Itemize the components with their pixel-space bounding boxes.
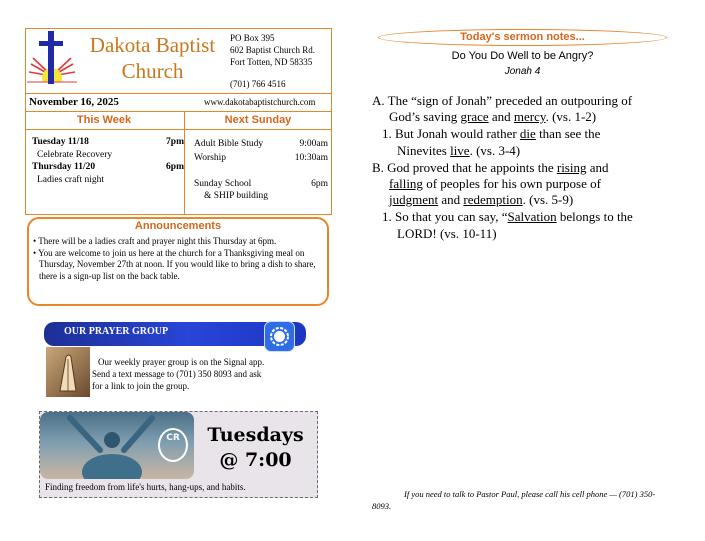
- announcement-text: There will be a ladies craft and prayer night this Thursday at 6pm.: [38, 236, 277, 246]
- fill-in-blank: mercy: [513, 109, 546, 124]
- announcement-item: • You are welcome to join us here at the church for a Thanksgiving meal on Thursday, November 27th at noon. If you would like to bring a dish to share, there is a sign-up list on the back table.: [33, 247, 316, 281]
- sermon-point-cont: [389, 192, 573, 208]
- church-name: Dakota Baptist Church: [89, 33, 216, 83]
- event-desc: Ladies craft night: [37, 175, 105, 185]
- sermon-subpoint-cont: [397, 143, 520, 159]
- signal-app-icon: [264, 321, 295, 352]
- note-text: and: [438, 192, 464, 207]
- bulletin-date: November 16, 2025: [29, 96, 119, 108]
- this-week-heading: This Week: [76, 114, 132, 126]
- cr-time: @ 7:00: [219, 449, 292, 471]
- event-desc: Celebrate Recovery: [37, 150, 113, 160]
- address-line: Fort Totten, ND 58335: [230, 57, 313, 67]
- fill-in-blank: Salvation: [507, 209, 557, 224]
- note-text: 1. So that you can say, “: [382, 209, 508, 224]
- sermon-subpoint-cont: LORD! (vs. 10-11): [397, 226, 497, 241]
- note-text: . (vs. 1-2): [545, 109, 597, 124]
- announcements-list: [33, 236, 325, 282]
- sunday-event-time: 9:00am: [299, 139, 328, 149]
- pastor-contact-note: If you need to talk to Pastor Paul, please call his cell phone — (701) 350-8093.: [372, 489, 656, 511]
- celebrate-recovery-tagline: Finding freedom from life's hurts, hang-ups, and habits.: [45, 482, 246, 492]
- note-text: Ninevites: [397, 143, 451, 158]
- note-text: and: [488, 109, 514, 124]
- sunday-event-name: Adult Bible Study: [194, 139, 264, 149]
- schedule-column-divider: [184, 111, 185, 215]
- event-time: 7pm: [166, 137, 184, 147]
- church-phone: (701) 766 4516: [230, 79, 286, 89]
- cr-day: Tuesdays: [207, 424, 304, 446]
- address-line: 602 Baptist Church Rd.: [230, 45, 315, 55]
- note-text: than see the: [535, 126, 601, 141]
- schedule-header-row: [25, 111, 332, 130]
- sermon-heading: Today's sermon notes...: [460, 31, 585, 43]
- note-text: of peoples for his own purpose of: [422, 176, 601, 191]
- event-day: Thursday 11/20: [32, 162, 96, 172]
- prayer-group-title: OUR PRAYER GROUP: [64, 326, 169, 337]
- sermon-subpoint: [382, 126, 600, 142]
- sermon-point-cont: [389, 109, 596, 125]
- sunday-event-time: 6pm: [311, 179, 328, 189]
- sunday-event-time: 10:30am: [294, 153, 328, 163]
- fill-in-blank: rising: [556, 160, 587, 175]
- sermon-point-cont: [389, 176, 601, 192]
- celebrate-recovery-schedule: [198, 423, 313, 473]
- event-day: Tuesday 11/18: [32, 137, 89, 147]
- celebrate-recovery-logo: CR: [158, 428, 188, 462]
- sermon-point: [372, 160, 609, 176]
- note-text: belongs to the: [556, 209, 633, 224]
- fill-in-blank: redemption: [463, 192, 523, 207]
- prayer-line: for a link to join the group.: [92, 381, 190, 391]
- announcement-text: You are welcome to join us here at the church for a Thanksgiving meal on Thursday, November 27th at noon. If you would like to bring a dish to share, there is a sign-up list on the back table.: [38, 247, 316, 281]
- church-website: www.dakotabaptistchurch.com: [204, 97, 316, 107]
- fill-in-blank: judgment: [389, 192, 439, 207]
- address-line: PO Box 395: [230, 33, 275, 43]
- prayer-group-text: [92, 356, 310, 392]
- fill-in-blank: grace: [460, 109, 489, 124]
- event-time: 6pm: [166, 162, 184, 172]
- sunday-event-sub: & SHIP building: [204, 191, 269, 201]
- fill-in-blank: die: [519, 126, 536, 141]
- next-sunday-heading: Next Sunday: [224, 114, 292, 126]
- note-text: . (vs. 3-4): [469, 143, 521, 158]
- announcements-title: Announcements: [134, 220, 222, 232]
- note-text: and: [586, 160, 609, 175]
- church-address: [230, 32, 332, 68]
- prayer-line: Our weekly prayer group is on the Signal app.: [98, 357, 265, 367]
- praying-hands-icon: [46, 347, 90, 397]
- fill-in-blank: falling: [389, 176, 423, 191]
- church-cross-logo: [27, 30, 77, 92]
- fill-in-blank: live: [450, 143, 470, 158]
- note-text: God’s saving: [389, 109, 461, 124]
- announcement-item: • There will be a ladies craft and prayer night this Thursday at 6pm.: [33, 236, 277, 246]
- sermon-subpoint: [382, 209, 633, 225]
- sunday-event-name: Sunday School: [194, 179, 252, 189]
- note-text: 1. But Jonah would rather: [382, 126, 520, 141]
- prayer-line: Send a text message to (701) 350 8093 and ask: [92, 369, 262, 379]
- note-text: B. God proved that he appoints the: [372, 160, 557, 175]
- sermon-title: Do You Do Well to be Angry?: [451, 50, 594, 62]
- sermon-reference: Jonah 4: [504, 66, 541, 77]
- sermon-point: A. The “sign of Jonah” preceded an outpouring of: [372, 93, 633, 108]
- header-divider: [25, 93, 332, 94]
- note-text: . (vs. 5-9): [522, 192, 574, 207]
- sunday-event-name: Worship: [194, 153, 226, 163]
